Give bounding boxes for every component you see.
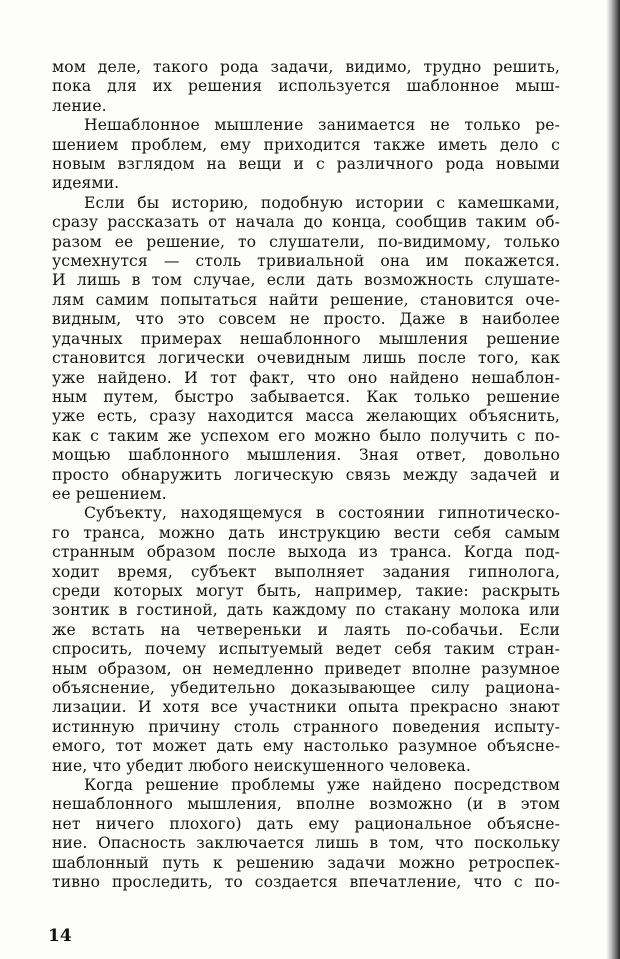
text-line: усмехнутся — столь тривиальной она им покажется.	[52, 252, 560, 271]
text-line: ние, что убедит любого неискушенного человека.	[52, 756, 471, 775]
text-line: объяснение, убедительно доказывающее силу рациона-	[52, 679, 560, 697]
text-line: ным образом, он немедленно приведет вполне разумное	[52, 659, 560, 678]
text-line: мом деле, такого рода задачи, видимо, трудно решить,	[52, 58, 560, 76]
text-line: го транса, можно дать инструкцию вести себя самым	[52, 523, 560, 542]
text-line: просто обнаружить логическую связь между задачей и	[52, 465, 560, 484]
text-line: как с таким же успехом его можно было получить с по-	[52, 426, 560, 445]
text-line: Когда решение проблемы уже найдено посредством	[84, 776, 560, 795]
text-line: лям самим попытаться найти решение, становится оче-	[52, 290, 560, 309]
paragraph-1	[52, 58, 560, 116]
text-line: лизации. И хотя все участники опыта прекрасно знают	[52, 698, 560, 717]
text-line: разом ее решение, то слушатели, по-видимому, только	[52, 232, 560, 251]
text-line: тивно проследить, то создается впечатление, что с по-	[52, 873, 560, 892]
body-text	[52, 58, 560, 892]
text-line: становится логически очевидным лишь после того, как	[52, 349, 560, 368]
text-line: уже найдено. И тот факт, что оно найдено нешаблон-	[52, 368, 560, 387]
text-line: ее решением.	[52, 484, 167, 503]
page-edge-shadow	[606, 0, 620, 959]
text-line: же встать на четвереньки и лаять по-собачьи. Если	[52, 620, 560, 639]
text-line: И лишь в том случае, если дать возможность слушате-	[52, 271, 560, 290]
text-line: странным образом после выхода из транса. Когда под-	[52, 543, 560, 562]
text-line: шаблонный путь к решению задачи можно ретроспек-	[52, 853, 560, 872]
text-line: ходит время, субъект выполняет задания гипнолога,	[52, 562, 560, 581]
text-line: Субъекту, находящемуся в состоянии гипнотическо-	[84, 504, 560, 523]
text-line: нет ничего плохого) дать ему рациональное объясне-	[52, 814, 560, 833]
text-line: шением проблем, ему приходится также иметь дело с	[52, 135, 560, 154]
text-line: Если бы историю, подобную истории с камешками,	[84, 193, 560, 212]
text-line: истинную причину столь странного поведения испыту-	[52, 717, 560, 736]
text-line: пока для их решения используется шаблонное мыш-	[52, 77, 560, 96]
text-line: видным, что это совсем не просто. Даже в наиболее	[52, 310, 560, 329]
text-line: нешаблонного мышления, вполне возможно (и в этом	[52, 795, 560, 814]
text-line: ным путем, быстро забывается. Как только решение	[52, 387, 560, 406]
text-line: уже есть, сразу находится масса желающих объяснить,	[52, 407, 560, 426]
page-number: 14	[48, 926, 72, 946]
text-line: Нешаблонное мышление занимается не только ре-	[84, 116, 560, 135]
text-line: емого, тот может дать ему настолько разумное объясне-	[52, 737, 560, 756]
text-line: среди которых могут быть, например, такие: раскрыть	[52, 581, 560, 600]
paragraph-4	[52, 504, 560, 776]
paragraph-2	[52, 116, 560, 194]
paragraph-5	[52, 776, 560, 892]
text-line: ние. Опасность заключается лишь в том, что поскольку	[52, 834, 560, 853]
text-line: зонтик в гостиной, дать каждому по стакану молока или	[52, 601, 560, 620]
text-line: ление.	[52, 96, 107, 115]
text-line: удачных примерах нешаблонного мышления решение	[52, 329, 560, 348]
text-line: сразу рассказать от начала до конца, сообщив таким об-	[52, 213, 560, 232]
text-line: спросить, почему испытуемый ведет себя таким стран-	[52, 640, 560, 659]
text-line: идеями.	[52, 174, 120, 193]
text-line: новым взглядом на вещи и с различного рода новыми	[52, 155, 560, 174]
paragraph-3	[52, 194, 560, 505]
text-line: мощью шаблонного мышления. Зная ответ, довольно	[52, 446, 560, 465]
